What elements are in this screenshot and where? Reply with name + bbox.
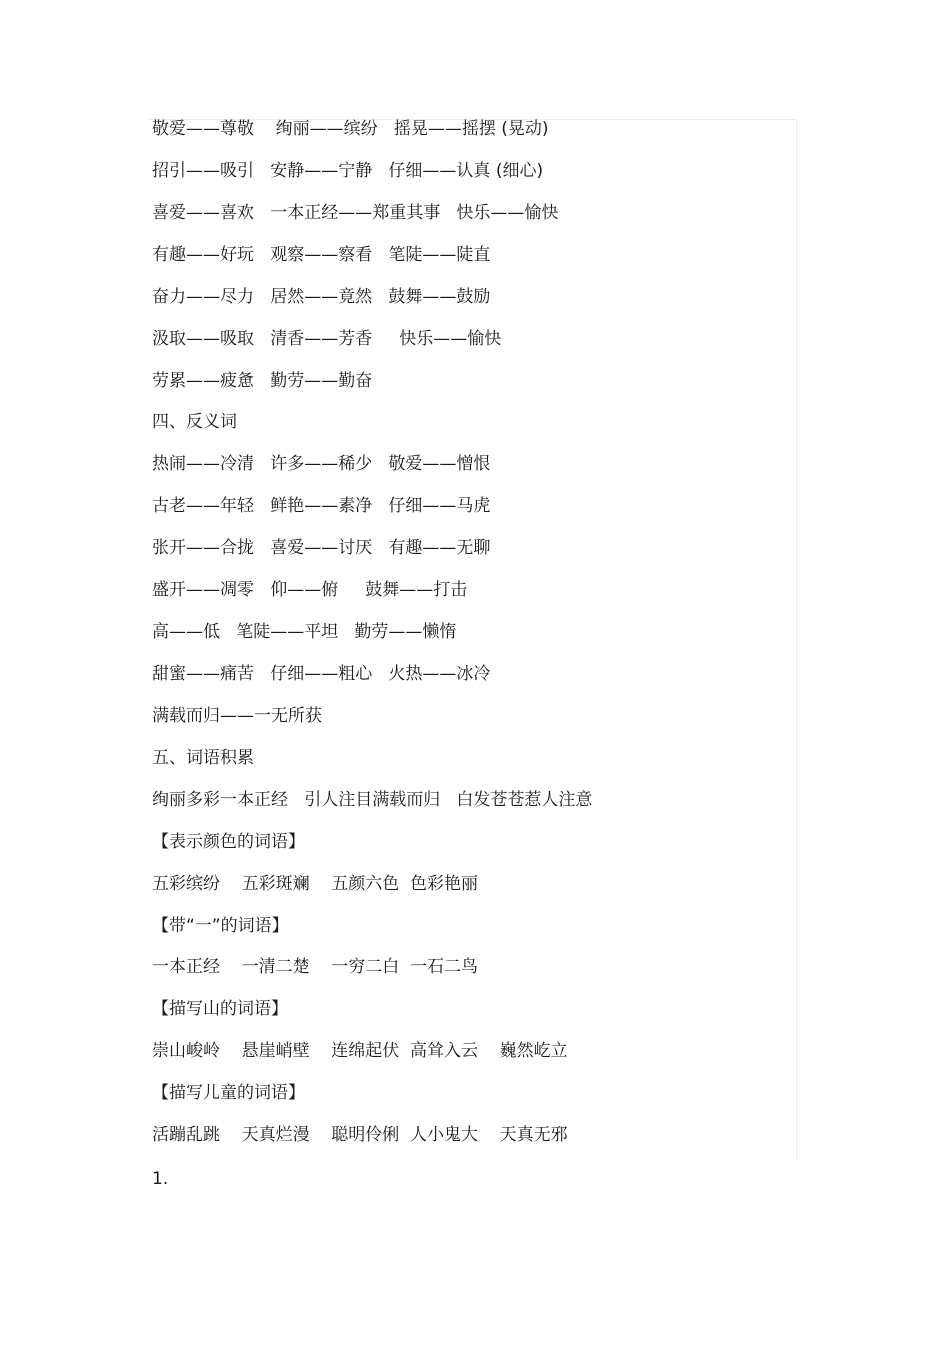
text-line: 满载而归——一无所获 <box>152 706 322 726</box>
subsection-heading: 【描写山的词语】 <box>152 999 288 1019</box>
text-line: 张开——合拢 喜爱——讨厌 有趣——无聊 <box>152 538 491 558</box>
text-line: 绚丽多彩一本正经 引人注目满载而归 白发苍苍惹人注意 <box>152 790 593 810</box>
text-line: 热闹——冷清 许多——稀少 敬爱——憎恨 <box>152 454 491 474</box>
text-line: 甜蜜——痛苦 仔细——粗心 火热——冰冷 <box>152 664 491 684</box>
section-heading: 四、反义词 <box>152 412 237 432</box>
text-line: 崇山峻岭 悬崖峭壁 连绵起伏 高耸入云 巍然屹立 <box>152 1041 568 1061</box>
text-line: 盛开——凋零 仰——俯 鼓舞——打击 <box>152 580 468 600</box>
text-line: 招引——吸引 安静——宁静 仔细——认真 (细心) <box>152 161 544 181</box>
text-line: 汲取——吸取 清香——芳香 快乐——愉快 <box>152 329 502 349</box>
section-heading: 五、词语积累 <box>152 748 254 768</box>
subsection-heading: 【描写儿童的词语】 <box>152 1083 305 1103</box>
text-line: 劳累——疲惫 勤劳——勤奋 <box>152 371 373 391</box>
text-line: 有趣——好玩 观察——察看 笔陡——陡直 <box>152 245 491 265</box>
text-line: 喜爱——喜欢 一本正经——郑重其事 快乐——愉快 <box>152 203 559 223</box>
text-line: 活蹦乱跳 天真烂漫 聪明伶俐 人小鬼大 天真无邪 <box>152 1125 568 1145</box>
text-line: 一本正经 一清二楚 一穷二白 一石二鸟 <box>152 957 479 977</box>
page-number: 1. <box>152 1169 169 1189</box>
text-line: 五彩缤纷 五彩斑斓 五颜六色 色彩艳丽 <box>152 874 479 894</box>
subsection-heading: 【表示颜色的词语】 <box>152 832 305 852</box>
subsection-heading: 【带“一”的词语】 <box>152 916 289 936</box>
text-line: 敬爱——尊敬 绚丽——缤纷 摇晃——摇摆 (晃动) <box>152 119 549 139</box>
text-line: 高——低 笔陡——平坦 勤劳——懒惰 <box>152 622 457 642</box>
text-line: 奋力——尽力 居然——竟然 鼓舞——鼓励 <box>152 287 491 307</box>
text-line: 古老——年轻 鲜艳——素净 仔细——马虎 <box>152 496 491 516</box>
